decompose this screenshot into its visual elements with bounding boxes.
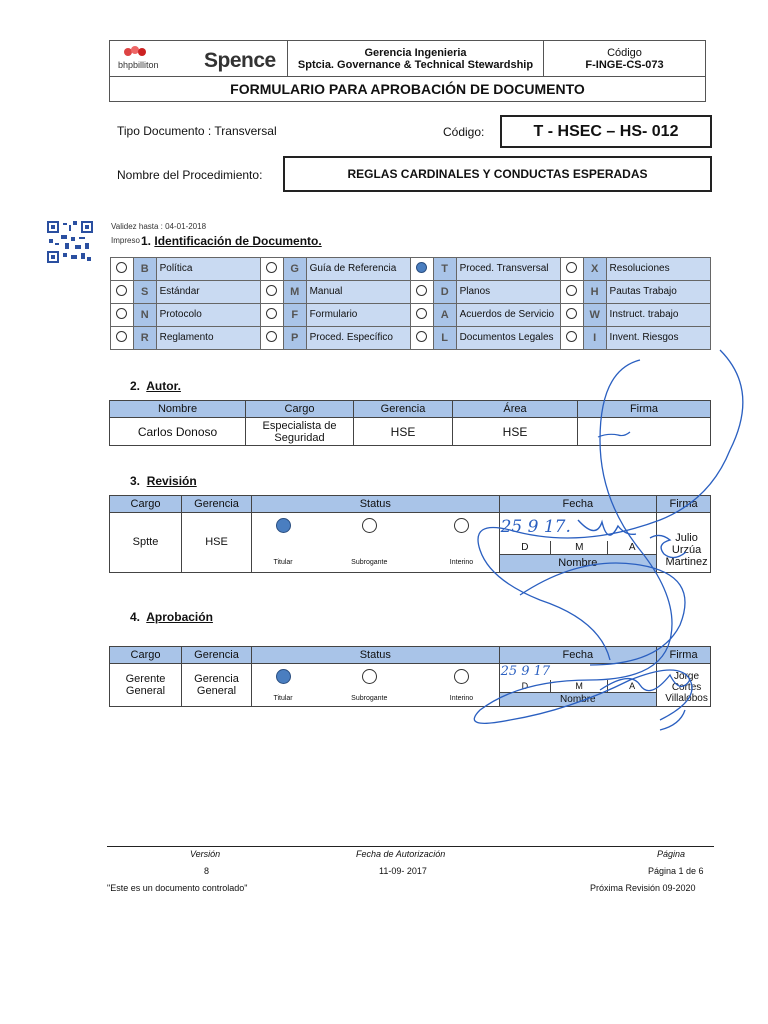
approval-table [109, 646, 711, 707]
revision-col-cargo: Cargo [110, 496, 182, 513]
document-type-code: A [433, 304, 456, 327]
status-subrogante-radio[interactable] [314, 513, 424, 541]
revision-col-gerencia: Gerencia [182, 496, 252, 513]
approval-col-fecha: Fecha [499, 647, 657, 664]
radio-empty-icon [362, 669, 377, 684]
radio-empty-icon [566, 308, 577, 319]
revision-col-status: Status [252, 496, 500, 513]
document-type-code: F [283, 304, 306, 327]
revision-firma [657, 513, 711, 573]
document-type-row [111, 304, 711, 327]
radio-empty-icon [416, 308, 427, 319]
dma-m: M [551, 541, 608, 555]
author-table [109, 400, 711, 446]
document-type-name: Guía de Referencia [306, 258, 410, 281]
document-type-code: W [583, 304, 606, 327]
code-label: Código [607, 46, 642, 59]
footer-controlled: "Este es un documento controlado" [107, 883, 248, 893]
nombre-procedimiento-label: Nombre del Procedimiento: [117, 168, 263, 182]
approval-nombre-label: Nombre [499, 692, 657, 706]
status-label-titular: Titular [252, 554, 315, 572]
document-type-radio-l[interactable] [410, 327, 433, 350]
section-1-number: 1. [141, 234, 152, 248]
department-line-1: Gerencia Ingenieria [364, 46, 467, 59]
bhp-logo [120, 44, 150, 60]
author-col-firma: Firma [578, 401, 711, 418]
approval-dma-m: M [551, 680, 608, 693]
status-label-interino: Interino [424, 554, 499, 572]
section-3-heading: Revisión [146, 474, 197, 488]
status-label-subrogante: Subrogante [314, 554, 424, 572]
document-type-code: I [583, 327, 606, 350]
approval-dma-a: A [608, 680, 657, 693]
section-2-heading: Autor. [146, 379, 181, 393]
approval-status-label-interino: Interino [424, 692, 499, 706]
document-type-row [111, 281, 711, 304]
document-type-name: Pautas Trabajo [606, 281, 710, 304]
radio-empty-icon [116, 331, 127, 342]
footer-fecha-label: Fecha de Autorización [356, 849, 446, 859]
revision-fecha-handwritten: 25 9 17. [499, 513, 657, 541]
document-type-name: Planos [456, 281, 560, 304]
radio-selected-icon [276, 518, 291, 533]
document-type-name: Formulario [306, 304, 410, 327]
dma-d: D [499, 541, 551, 555]
radio-empty-icon [566, 331, 577, 342]
radio-selected-icon [416, 262, 427, 273]
author-col-area: Área [453, 401, 578, 418]
footer-version-label: Versión [190, 849, 221, 859]
section-1-title [141, 234, 322, 248]
codigo-value-box: T - HSEC – HS- 012 [500, 115, 712, 148]
footer-pagina-label: Página [657, 849, 686, 859]
code-cell [544, 41, 706, 77]
document-type-name: Manual [306, 281, 410, 304]
revision-nombre-label: Nombre [499, 554, 657, 572]
document-type-name: Protocolo [156, 304, 260, 327]
radio-empty-icon [454, 669, 469, 684]
document-type-radio-x[interactable] [560, 258, 583, 281]
section-3-title [130, 474, 197, 488]
radio-empty-icon [416, 285, 427, 296]
document-type-radio-s[interactable] [111, 281, 134, 304]
footer-fecha-value: 11-09- 2017 [379, 866, 427, 876]
approval-col-firma: Firma [657, 647, 711, 664]
author-area: HSE [453, 418, 578, 446]
section-3-number: 3. [130, 474, 141, 488]
document-type-name: Reglamento [156, 327, 260, 350]
section-2-number: 2. [130, 379, 141, 393]
author-col-nombre: Nombre [110, 401, 246, 418]
document-type-code: N [133, 304, 156, 327]
section-4-title [130, 610, 213, 624]
document-type-radio-n[interactable] [111, 304, 134, 327]
document-type-code: B [133, 258, 156, 281]
author-col-cargo: Cargo [246, 401, 354, 418]
document-type-radio-t[interactable] [410, 258, 433, 281]
status-titular-radio[interactable] [252, 513, 315, 541]
approval-fecha-handwritten: 25 9 17 [499, 664, 657, 680]
radio-empty-icon [266, 308, 277, 319]
spence-logo: Spence [204, 49, 276, 72]
document-type-code: H [583, 281, 606, 304]
document-type-name: Invent. Riesgos [606, 327, 710, 350]
section-2-title [130, 379, 181, 393]
document-type-radio-d[interactable] [410, 281, 433, 304]
radio-empty-icon [266, 331, 277, 342]
logo-cell [110, 41, 288, 77]
revision-cargo: Sptte [110, 513, 182, 573]
code-value: F-INGE-CS-073 [585, 58, 664, 71]
revision-nombre-value: Julio Urzúa Martinez [665, 531, 708, 568]
document-type-code: X [583, 258, 606, 281]
document-type-code: R [133, 327, 156, 350]
author-nombre: Carlos Donoso [110, 418, 246, 446]
dma-a: A [608, 541, 657, 555]
document-type-code: M [283, 281, 306, 304]
author-firma [578, 418, 711, 446]
document-type-name: Documentos Legales [456, 327, 560, 350]
radio-empty-icon [116, 262, 127, 273]
status-interino-radio[interactable] [424, 513, 499, 541]
author-cargo: Especialista de Seguridad [246, 418, 354, 446]
form-title: FORMULARIO PARA APROBACIÓN DE DOCUMENTO [110, 77, 706, 102]
approval-status-interino-radio[interactable] [424, 664, 499, 693]
document-type-name: Resoluciones [606, 258, 710, 281]
document-type-code: P [283, 327, 306, 350]
footer-pagina-value: Página 1 de 6 [648, 866, 704, 876]
document-type-name: Proced. Transversal [456, 258, 560, 281]
document-type-name: Acuerdos de Servicio [456, 304, 560, 327]
document-type-radio-g[interactable] [260, 258, 283, 281]
approval-dma-d: D [499, 680, 551, 693]
codigo-label: Código: [443, 125, 485, 139]
approval-col-status: Status [252, 647, 500, 664]
impreso-label: Impreso [111, 236, 140, 245]
author-col-gerencia: Gerencia [354, 401, 453, 418]
document-type-radio-b[interactable] [111, 258, 134, 281]
approval-firma [657, 664, 711, 707]
document-type-name: Política [156, 258, 260, 281]
section-1-heading: Identificación de Documento. [154, 234, 322, 248]
document-type-name: Estándar [156, 281, 260, 304]
document-type-code: T [433, 258, 456, 281]
document-type-table [110, 257, 711, 350]
document-type-radio-m[interactable] [260, 281, 283, 304]
section-4-number: 4. [130, 610, 141, 624]
radio-empty-icon [566, 262, 577, 273]
approval-col-cargo: Cargo [110, 647, 182, 664]
footer-version-value: 8 [204, 866, 210, 876]
department-cell [288, 41, 544, 77]
bhp-logo-text: bhpbilliton [118, 60, 159, 70]
approval-gerencia: Gerencia General [182, 664, 252, 707]
radio-empty-icon [416, 331, 427, 342]
document-type-code: G [283, 258, 306, 281]
document-type-row [111, 327, 711, 350]
document-type-name: Instruct. trabajo [606, 304, 710, 327]
approval-status-titular-radio[interactable] [252, 664, 315, 693]
document-type-radio-p[interactable] [260, 327, 283, 350]
approval-col-gerencia: Gerencia [182, 647, 252, 664]
section-4-heading: Aprobación [146, 610, 213, 624]
header-table [109, 40, 706, 102]
approval-status-label-titular: Titular [252, 692, 315, 706]
radio-empty-icon [266, 262, 277, 273]
department-line-2: Sptcia. Governance & Technical Stewardship [297, 58, 534, 71]
document-type-code: D [433, 281, 456, 304]
radio-empty-icon [566, 285, 577, 296]
approval-nombre-value: Jorge Cortes Villalobos [665, 670, 708, 704]
radio-empty-icon [116, 285, 127, 296]
document-type-code: L [433, 327, 456, 350]
bhp-logo-icon [120, 44, 150, 58]
document-type-radio-h[interactable] [560, 281, 583, 304]
revision-col-firma: Firma [657, 496, 711, 513]
nombre-procedimiento-box: REGLAS CARDINALES Y CONDUCTAS ESPERADAS [283, 156, 712, 192]
document-type-radio-w[interactable] [560, 304, 583, 327]
radio-empty-icon [116, 308, 127, 319]
radio-empty-icon [454, 518, 469, 533]
tipo-documento: Tipo Documento : Transversal [117, 124, 277, 138]
radio-empty-icon [266, 285, 277, 296]
document-type-row [111, 258, 711, 281]
document-type-code: S [133, 281, 156, 304]
revision-col-fecha: Fecha [499, 496, 657, 513]
document-type-radio-i[interactable] [560, 327, 583, 350]
footer-proxima-revision: Próxima Revisión 09-2020 [590, 883, 696, 893]
footer-divider [107, 846, 714, 847]
approval-cargo: Gerente General [110, 664, 182, 707]
revision-gerencia: HSE [182, 513, 252, 573]
document-type-radio-f[interactable] [260, 304, 283, 327]
document-type-radio-r[interactable] [111, 327, 134, 350]
approval-status-subrogante-radio[interactable] [314, 664, 424, 693]
author-gerencia: HSE [354, 418, 453, 446]
radio-selected-icon [276, 669, 291, 684]
radio-empty-icon [362, 518, 377, 533]
qr-code-icon [47, 221, 93, 263]
document-type-radio-a[interactable] [410, 304, 433, 327]
validez-hasta: Validez hasta : 04-01-2018 [111, 222, 207, 231]
revision-table [109, 495, 711, 573]
approval-status-label-subrogante: Subrogante [314, 692, 424, 706]
document-type-name: Proced. Específico [306, 327, 410, 350]
